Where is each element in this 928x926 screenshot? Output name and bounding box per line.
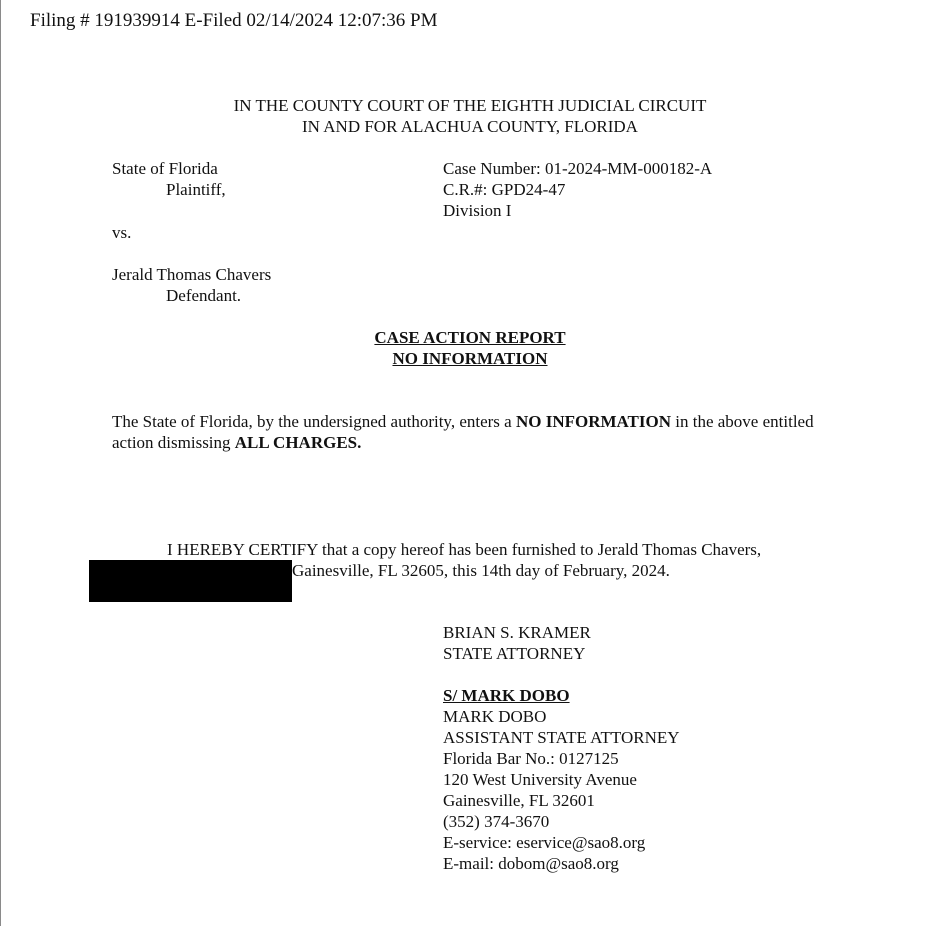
- division: Division I: [443, 201, 512, 220]
- electronic-signature: S/ MARK DOBO: [443, 686, 570, 705]
- versus-label: vs.: [112, 223, 132, 242]
- report-title-line1: CASE ACTION REPORT: [374, 328, 566, 347]
- signer-title: ASSISTANT STATE ATTORNEY: [443, 728, 680, 747]
- cr-number: C.R.#: GPD24-47: [443, 180, 566, 199]
- report-title: [0, 327, 928, 369]
- body-paragraph: [112, 411, 832, 453]
- body-bold-all-charges: ALL CHARGES.: [234, 433, 362, 452]
- state-attorney-title: STATE ATTORNEY: [443, 644, 586, 663]
- redaction-box: [89, 560, 292, 602]
- signature-spacer: [443, 664, 680, 685]
- certificate-line1: I HEREBY CERTIFY that a copy hereof has been furnished to Jerald Thomas Chavers,: [167, 540, 762, 559]
- state-attorney-name: BRIAN S. KRAMER: [443, 623, 591, 642]
- address-line1: 120 West University Avenue: [443, 770, 637, 789]
- court-caption-line1: IN THE COUNTY COURT OF THE EIGHTH JUDICIAL CIRCUIT: [233, 96, 707, 115]
- signature-block: [443, 622, 680, 874]
- contact-email: E-mail: dobom@sao8.org: [443, 854, 619, 873]
- eservice-email: E-service: eservice@sao8.org: [443, 833, 646, 852]
- report-title-line2: NO INFORMATION: [392, 349, 548, 368]
- case-info-block: [443, 158, 712, 221]
- address-line2: Gainesville, FL 32601: [443, 791, 595, 810]
- court-caption: [0, 95, 928, 137]
- filing-header: Filing # 191939914 E-Filed 02/14/2024 12:07:36 PM: [30, 10, 438, 31]
- body-bold-no-information: NO INFORMATION: [515, 412, 672, 431]
- body-text-part1: The State of Florida, by the undersigned authority, enters a: [112, 412, 516, 431]
- court-caption-line2: IN AND FOR ALACHUA COUNTY, FLORIDA: [302, 117, 638, 136]
- certificate-line2: Gainesville, FL 32605, this 14th day of February, 2024.: [292, 561, 670, 580]
- bar-number: Florida Bar No.: 0127125: [443, 749, 619, 768]
- defendant-role: Defendant.: [166, 286, 242, 305]
- page-border-line: [0, 0, 1, 926]
- plaintiff-block: [112, 158, 226, 200]
- signer-name: MARK DOBO: [443, 707, 547, 726]
- body-text-part2: in the above entitled action dismissing: [112, 412, 814, 452]
- plaintiff-role: Plaintiff,: [166, 180, 226, 199]
- defendant-block: [112, 264, 271, 306]
- case-number: Case Number: 01-2024-MM-000182-A: [443, 159, 713, 178]
- plaintiff-name: State of Florida: [112, 159, 218, 178]
- defendant-name: Jerald Thomas Chavers: [112, 265, 272, 284]
- phone-number: (352) 374-3670: [443, 812, 550, 831]
